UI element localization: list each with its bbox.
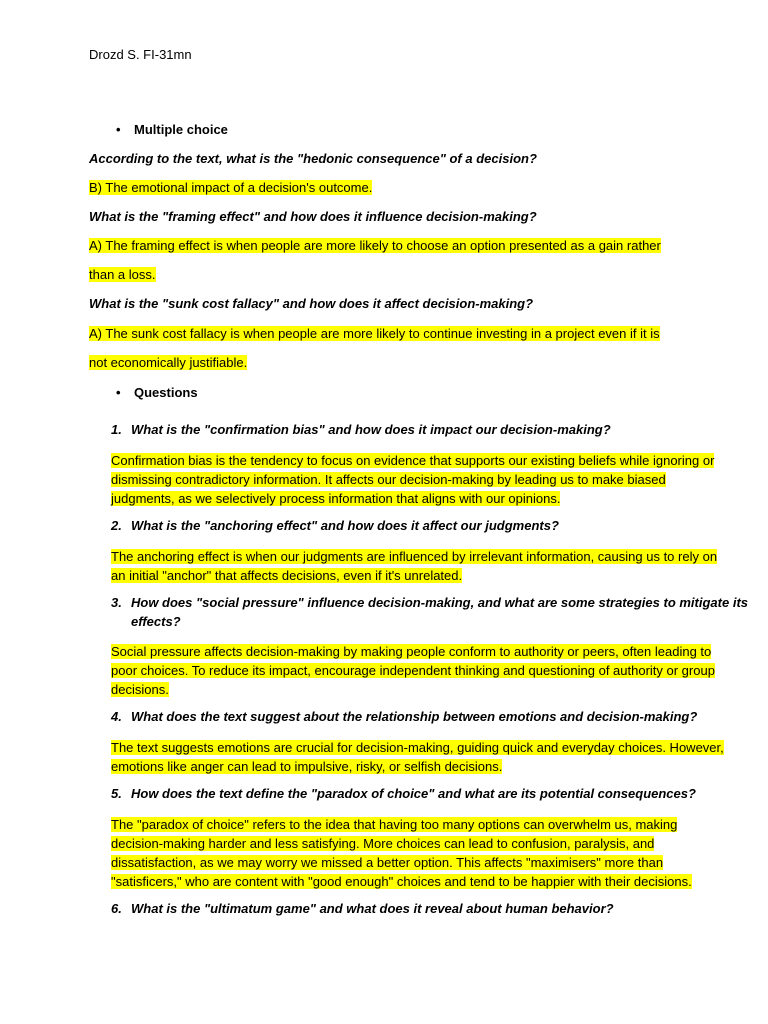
question-text: What is the "anchoring effect" and how does it affect our judgments? xyxy=(131,518,559,533)
section-title-questions: Questions xyxy=(134,385,198,400)
answer-line: decisions. xyxy=(111,682,169,697)
answer-line: an initial "anchor" that affects decisions, even if it's unrelated. xyxy=(111,568,463,583)
section-title-multiple-choice: Multiple choice xyxy=(134,122,228,137)
bullet-icon: • xyxy=(116,385,121,400)
question-number: 4. xyxy=(111,709,122,724)
question-3 xyxy=(111,595,748,610)
answer-1 xyxy=(111,451,714,508)
author-header: Drozd S. FI-31mn xyxy=(89,47,192,62)
question-6 xyxy=(111,901,614,916)
answer-line: decision-making harder and less satisfying. More choices can lead to confusion, paralysis, and xyxy=(111,836,655,851)
bullet-icon: • xyxy=(116,122,121,137)
question-number: 1. xyxy=(111,422,122,437)
answer-line: The "paradox of choice" refers to the idea that having too many options can overwhelm us, making xyxy=(111,817,678,832)
question-number: 3. xyxy=(111,595,122,610)
mc-answer-1: B) The emotional impact of a decision's outcome. xyxy=(89,180,373,195)
question-5 xyxy=(111,786,696,801)
mc-question-1: According to the text, what is the "hedonic consequence" of a decision? xyxy=(89,151,537,166)
question-text: What is the "confirmation bias" and how does it impact our decision-making? xyxy=(131,422,611,437)
answer-line: poor choices. To reduce its impact, encourage independent thinking and questioning of authority or group xyxy=(111,663,715,678)
mc-question-2: What is the "framing effect" and how does it influence decision-making? xyxy=(89,209,537,224)
question-text: What does the text suggest about the relationship between emotions and decision-making? xyxy=(131,709,698,724)
answer-line: judgments, as we selectively process information that aligns with our opinions. xyxy=(111,491,561,506)
answer-line: dissatisfaction, as we may worry we missed a better option. This affects "maximisers" more than xyxy=(111,855,664,870)
answer-4 xyxy=(111,738,724,776)
answer-5 xyxy=(111,815,692,891)
question-number: 6. xyxy=(111,901,122,916)
answer-line: Confirmation bias is the tendency to focus on evidence that supports our existing beliefs while ignoring or xyxy=(111,453,715,468)
question-3-continued: effects? xyxy=(131,614,181,629)
question-4 xyxy=(111,709,697,724)
answer-2 xyxy=(111,547,717,585)
answer-line: The text suggests emotions are crucial for decision-making, guiding quick and everyday choices. However, xyxy=(111,740,724,755)
mc-answer-2-line-1: A) The framing effect is when people are more likely to choose an option presented as a gain rather xyxy=(89,238,661,253)
question-2 xyxy=(111,518,559,533)
mc-answer-3-line-2: not economically justifiable. xyxy=(89,355,248,370)
question-number: 2. xyxy=(111,518,122,533)
mc-answer-3-line-1: A) The sunk cost fallacy is when people are more likely to continue investing in a project even if it is xyxy=(89,326,660,341)
question-text: What is the "ultimatum game" and what does it reveal about human behavior? xyxy=(131,901,614,916)
answer-line: dismissing contradictory information. It affects our decision-making by leading us to make biased xyxy=(111,472,666,487)
answer-line: The anchoring effect is when our judgments are influenced by irrelevant information, causing us to rely on xyxy=(111,549,718,564)
question-1 xyxy=(111,422,611,437)
answer-line: emotions like anger can lead to impulsive, risky, or selfish decisions. xyxy=(111,759,503,774)
question-text: How does "social pressure" influence decision-making, and what are some strategies to mitigate its xyxy=(131,595,748,610)
mc-question-3: What is the "sunk cost fallacy" and how does it affect decision-making? xyxy=(89,296,534,311)
answer-line: Social pressure affects decision-making by making people conform to authority or peers, often leading to xyxy=(111,644,712,659)
question-text: How does the text define the "paradox of choice" and what are its potential consequences? xyxy=(131,786,696,801)
mc-answer-2-line-2: than a loss. xyxy=(89,267,156,282)
answer-line: "satisficers," who are content with "good enough" choices and tend to be happier with their decisions. xyxy=(111,874,692,889)
question-number: 5. xyxy=(111,786,122,801)
answer-3 xyxy=(111,642,715,699)
